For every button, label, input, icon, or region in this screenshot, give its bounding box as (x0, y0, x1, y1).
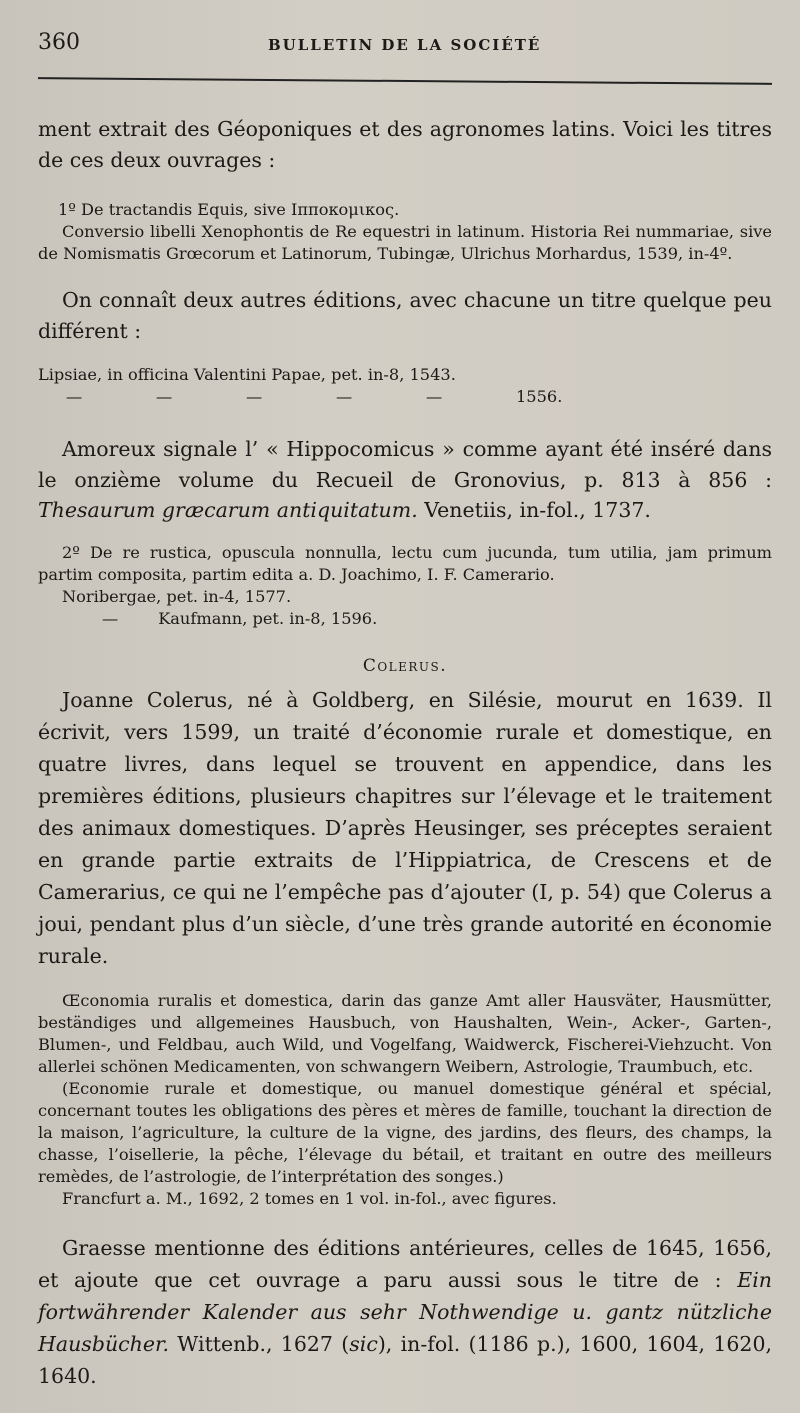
entry-2-imprint-1: Noribergae, pet. in-4, 1577. (62, 586, 292, 606)
amoreux-text-1: Amoreux signale l’ « Hippocomicus » comme ayant été inséré dans le onzième volume du Recueil de Gronovius, p. 813 à 856 : (38, 437, 772, 492)
ditto-dash: — (246, 387, 263, 406)
page-number: 360 (38, 30, 80, 55)
amoreux-paragraph (38, 434, 772, 526)
entry-2-imprint-2 (38, 608, 772, 630)
colerus-paragraph: Joanne Colerus, né à Goldberg, en Silésie, mourut en 1639. Il écrivit, vers 1599, un traité d’économie rurale et domestique, en quatre livres, dans lequel se trouvent en appendice, dans les premières éditions, plusieurs chapitres sur l’élevage et le traitement des animaux domestiques. D’après Heusinger, ses préceptes seraient en grande partie extraits de l’Hippiatrica, de Crescens et de Camerarius, ce qui ne l’empêche pas d’ajouter (I, p. 54) que Colerus a joui, pendant plus d’un siècle, d’une très grande autorité en économie rurale. (38, 687, 772, 968)
entry-2-imprint-2-text: Kaufmann, pet. in-8, 1596. (158, 608, 378, 628)
page-header (38, 0, 772, 84)
graesse-title: Ein fortwährender Kalender aus sehr Nothwendige u. gantz nützliche Hausbücher. (38, 1267, 772, 1356)
ditto-dash: — (156, 387, 173, 406)
running-head: BULLETIN DE LA SOCIÉTÉ (268, 36, 542, 54)
graesse-text-3: ), in-fol. (1186 p.), 1600, 1604, 1620, 1640. (38, 1331, 773, 1388)
amoreux-title: Thesaurum græcarum antiquitatum. (38, 498, 418, 522)
graesse-text-2: Wittenb., 1627 ( (169, 1331, 350, 1356)
edition-line-2 (38, 386, 772, 408)
editions-paragraph: On connaît deux autres éditions, avec chacune un titre quelque peu différent : (38, 288, 772, 343)
editions-list (38, 364, 772, 408)
entry-2 (38, 542, 772, 630)
section-title: Colerus. (362, 655, 448, 676)
entry-3-title: Œconomia ruralis et domestica, darin das ganze Amt aller Hausväter, Hausmütter, beständiges und allgemeines Hausbuch, von Haushalten, Wein-, Acker-, Garten-, Blumen-, und Feldbau, auch Wild, und Vogelfang, Waidwerck, Fischerei-Viehzucht. Von allerlei schönen Medicamenten, von schwangern Weibern, Astrologie, Traumbuch, etc. (38, 990, 772, 1076)
entry-3 (38, 990, 772, 1210)
graesse-sic: sic (349, 1331, 378, 1356)
entry-3-imprint: Francfurt a. M., 1692, 2 tomes en 1 vol. in-fol., avec figures. (62, 1188, 557, 1208)
intro-paragraph: ment extrait des Géoponiques et des agronomes latins. Voici les titres de ces deux ouvrages : (38, 117, 772, 172)
entry-2-text: 2º De re rustica, opuscula nonnulla, lectu cum jucunda, tum utilia, jam primum partim composita, partim edita a. D. Joachimo, I. F. Camerario. (38, 542, 772, 584)
amoreux-text-2: Venetiis, in-fol., 1737. (417, 498, 651, 522)
ditto-dash: — (336, 387, 353, 406)
ditto-dash: — (66, 387, 83, 406)
ditto-dash: — (102, 608, 119, 628)
ditto-dash: — (426, 387, 443, 406)
entry-1-title: 1º De tractandis Equis, sive Ιπποκομικος. (58, 200, 400, 219)
edition-line-1: Lipsiae, in officina Valentini Papae, pet. in-8, 1543. (38, 365, 456, 384)
entry-3-translation: (Economie rurale et domestique, ou manuel domestique général et spécial, concernant toutes les obligations des pères et mères de famille, touchant la direction de la maison, l’agriculture, la culture de la vigne, des jardins, des fleurs, des champs, la chasse, l’oisellerie, la pêche, l’élevage du bétail, et traitant en outre des meilleurs remèdes, de l’astrologie, de l’interprétation des songes.) (38, 1078, 772, 1186)
edition-year: 1556. (516, 387, 563, 406)
entry-1-text: Conversio libelli Xenophontis de Re equestri in latinum. Historia Rei nummariae, sive de Nomismatis Grœcorum et Latinorum, Tubingæ, Ulrichus Morhardus, 1539, in-4º. (38, 222, 772, 263)
header-rule (38, 77, 772, 85)
graesse-paragraph (38, 1232, 772, 1392)
graesse-text-1: Graesse mentionne des éditions antérieures, celles de 1645, 1656, et ajoute que cet ouvrage a paru aussi sous le titre de : (38, 1235, 772, 1292)
entry-1 (38, 199, 772, 265)
